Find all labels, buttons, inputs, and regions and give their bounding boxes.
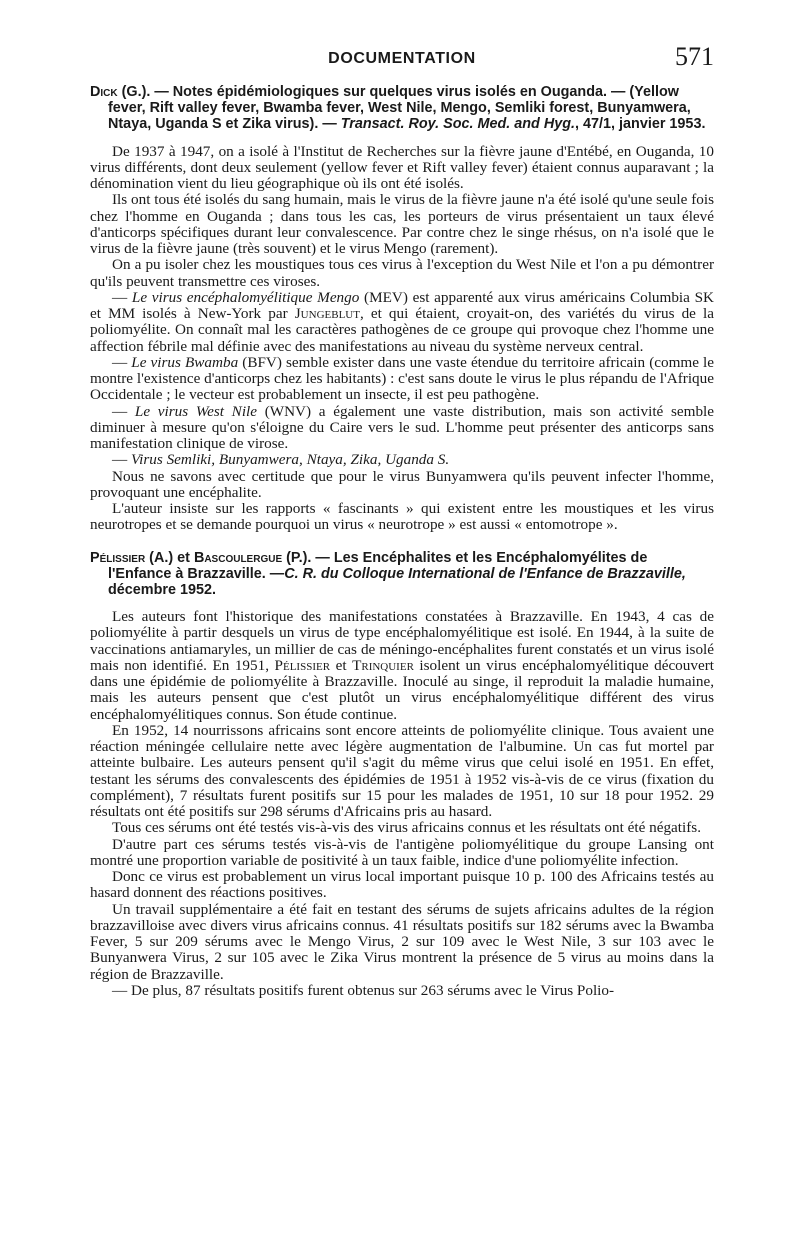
paragraph: On a pu isoler chez les moustiques tous ces virus à l'exception du West Nile et l'on a pu démontrer qu'ils peuvent transmettre ces viroses. (90, 256, 714, 290)
entry-author: Dick (G.). (90, 84, 151, 100)
dash: — (112, 353, 132, 371)
paragraph-text: (BFV) semble exister dans une vaste étendue du territoire africain (comme le montre l'existence d'anticorps chez les habitants) : c'est sans doute le virus le plus répandu de l'Afrique Occidentale ; le vecteur est probablement un insecte, il est peu pathogène. (90, 353, 715, 404)
virus-name: Virus Semliki, Bunyamwera, Ntaya, Zika, Uganda S. (130, 451, 450, 469)
entry-author: Pélissier (A.) (90, 549, 174, 566)
running-header (90, 44, 714, 84)
paragraph: Ils ont tous été isolés du sang humain, mais le virus de la fièvre jaune n'a été isolé qu'une seule fois chez l'homme en Ouganda ; dans tous les cas, les porteurs de virus présentaient un taux élevé d'anticorps spécifiques durant leur convalescence. Par contre chez le singe rhésus, on n'a isolé que le virus de la fièvre jaune (très souvent) et le virus Mengo (rarement). (90, 191, 714, 258)
virus-name: Le virus Bwamba (131, 353, 239, 371)
paragraph: Donc ce virus est probablement un virus local important puisque 10 p. 100 des Africains testés au hasard donnent des réactions positives. (90, 868, 714, 902)
paragraph: — De plus, 87 résultats positifs furent obtenus sur 263 sérums avec le Virus Polio- (112, 981, 615, 999)
virus-name: Le virus encéphalomyélitique Mengo (131, 288, 360, 306)
cited-author: Trinquier (352, 656, 414, 674)
entry-journal: C. R. du Colloque International de l'Enfance de Brazzaville, (284, 565, 686, 582)
paragraph-text: , et qui étaient, croyait-on, des variétés du virus de la poliomyélite. On connaît mal les caractères pathogènes de ce groupe qui provoque chez l'homme une affection fébrile mal définie avec des manifestations au niveau du système nerveux central. (90, 305, 714, 355)
entry-journal: Transact. Roy. Soc. Med. and Hyg. (340, 116, 576, 133)
entry-author: Bascoulergue (P.). (193, 549, 312, 566)
paragraph (90, 452, 714, 468)
entry-title: — Notes épidémiologiques sur quelques virus isolés en Ouganda. — (Yellow fever, Rift valley fever, Bwamba fever, West Nile, Mengo, Semliki forest, Bunyamwera, Ntaya, Uganda S et Zika virus). — (108, 84, 691, 133)
entry-body (90, 609, 714, 999)
paragraph-text: (WNV) a également une vaste distribution, mais son activité semble diminuer à mesure qu'on s'éloigne du Caire vers le sud. L'homme peut présenter des anticorps sans manifestation clinique de virose. (90, 402, 715, 453)
paragraph: Nous ne savons avec certitude que pour le virus Bunyamwera qu'ils peuvent infecter l'homme, provoquant une encéphalite. (90, 467, 714, 501)
abstract-entry-pelissier (90, 550, 714, 1000)
paragraph: D'autre part ces sérums testés vis-à-vis de l'antigène poliomyélitique du groupe Lansing ont montré une proportion variable de positivité à un taux faible, indice d'une poliomyélite infection. (90, 835, 714, 869)
paragraph-text: Les auteurs font l'historique des manifestations constatées à Brazzaville. En 1943, 4 cas de poliomyélite à partir desquels un virus de type encéphalomyélitique est isolé. En 1944, à la suite de vaccinations antiamaryles, un millier de cas de méningo-encéphalites furent constatés et un virus isolé mais non identifié. En 1951, (90, 608, 714, 674)
entry-body (90, 144, 714, 534)
paragraph: Un travail supplémentaire a été fait en testant des sérums de sujets africains adultes de la région brazzavilloise avec divers virus africains connus. 41 résultats positifs sur 182 sérums avec la Bwamba Fever, 5 sur 209 sérums avec le Mengo Virus, 2 sur 109 avec le West Nile, 3 sur 103 avec le Bunyanwera Virus, 2 sur 105 avec le Zika Virus montrent la présence de 5 virus au moins dans la région de Brazzaville. (90, 900, 714, 983)
entry-reference: , 47/1, janvier 1953. (575, 116, 706, 133)
dash: — (112, 402, 135, 420)
entry-heading (90, 84, 714, 133)
running-title: DOCUMENTATION (328, 50, 476, 67)
cited-author: Jungeblut (294, 305, 360, 323)
paragraph (90, 404, 714, 453)
dash: — (112, 451, 131, 469)
abstract-entry-dick (90, 84, 714, 534)
entry-reference: décembre 1952. (108, 582, 217, 599)
paragraph: En 1952, 14 nourrissons africains sont encore atteints de poliomyélite clinique. Tous avaient une réaction méningée cellulaire nette avec légère augmentation de l'albumine. Un cas fut mortel par atteinte bulbaire. Les auteurs pensent qu'il s'agit du même virus que celui isolé en 1951. En effet, testant les sérums des convalescents des épidémies de 1951 à 1952 vis-à-vis de ce virus (fixation du complément), 7 résultats furent positifs sur 15 pour les malades de 1951, 10 sur 18 pour 1952. 29 résultats ont été positifs sur 298 sérums d'Africains pris au hasard. (90, 721, 714, 821)
entry-heading (90, 550, 714, 599)
paragraph-text: isolent un virus encéphalomyélitique découvert dans une épidémie de poliomyélite à Brazzaville. Inoculé au singe, il reproduit la maladie humaine, mais les auteurs pensent que c'est plutôt un virus encéphalomyélitique différent des virus encéphalomyélitiques connus. Son étude continue. (90, 656, 714, 723)
paragraph-text: et (330, 656, 353, 674)
entry-title: — Les Encéphalites et les Encéphalomyélites de l'Enfance à Brazzaville. — (108, 549, 648, 582)
cited-author: Pélissier (274, 656, 331, 674)
page-number: 571 (675, 42, 714, 71)
paragraph: De 1937 à 1947, on a isolé à l'Institut de Recherches sur la fièvre jaune d'Entébé, en Ouganda, 10 virus différents, dont deux seulement (yellow fever et Rift valley fever) étaient connus auparavant ; la dénomination vient du lieu géographique où ils ont été isolés. (90, 142, 714, 193)
paragraph (90, 355, 714, 404)
paragraph-text: (MEV) est apparenté aux virus américains Columbia SK et MM isolés à New-York par (90, 288, 714, 323)
paragraph: L'auteur insiste sur les rapports « fascinants » qui existent entre les moustiques et les virus neurotropes et se demande pourquoi un virus « neurotrope » est aussi « entomotrope ». (90, 500, 714, 534)
dash: — (112, 288, 132, 306)
virus-name: Le virus West Nile (134, 402, 257, 420)
paragraph (90, 609, 714, 723)
paragraph (90, 290, 714, 355)
paragraph: Tous ces sérums ont été testés vis-à-vis des virus africains connus et les résultats ont été négatifs. (112, 819, 701, 837)
author-conjunction: et (173, 549, 194, 566)
